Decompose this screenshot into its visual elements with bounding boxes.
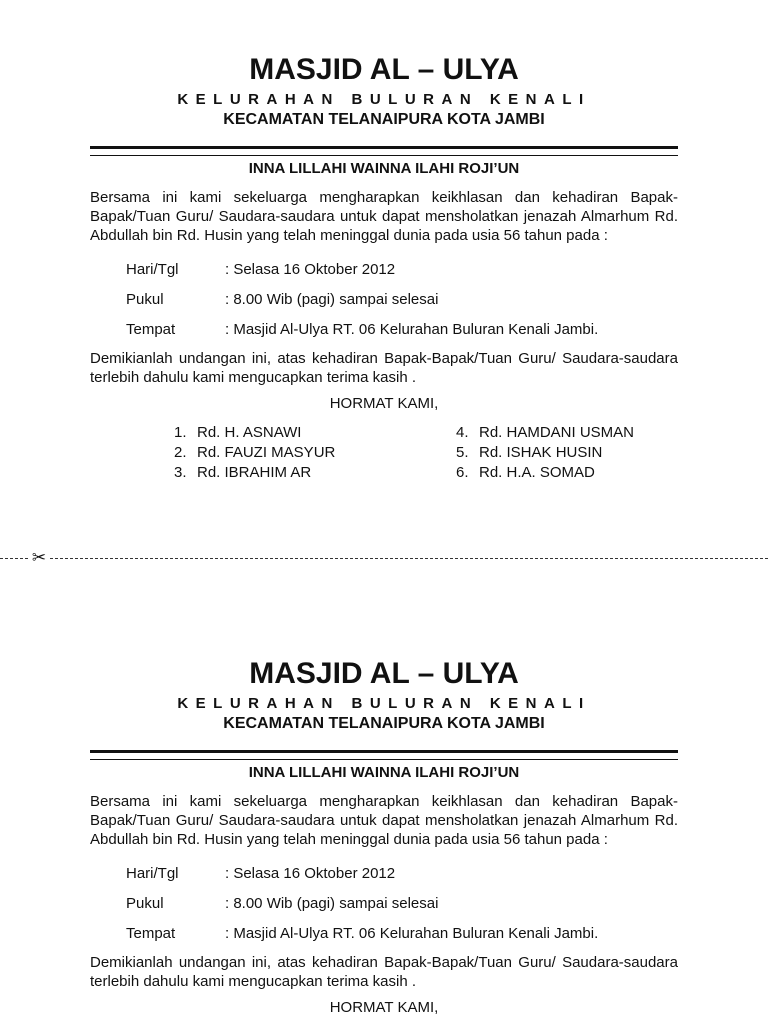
detail-label: Hari/Tgl xyxy=(126,261,179,278)
condolence-heading: INNA LILLAHI WAINNA ILAHI ROJI’UN xyxy=(248,160,520,177)
detail-label: Tempat xyxy=(126,321,176,338)
intro-paragraph: Bersama ini kami sekeluarga mengharapkan keikhlasan dan kehadiran Bapak-Bapak/Tuan Guru/ Saudara-saudara untuk dapat mensholatkan jenazah Almarhum Rd. Abdullah bin Rd. Husin yang telah meninggal dunia pada usia 56 tahun pada : xyxy=(90,189,678,244)
detail-row-date xyxy=(126,859,678,889)
greeting: HORMAT KAMI, xyxy=(329,395,439,412)
detail-value: : 8.00 Wib (pagi) sampai selesai xyxy=(225,895,439,912)
kelurahan-subtitle: KELURAHAN BULURAN KENALI xyxy=(177,91,591,108)
detail-label: Hari/Tgl xyxy=(126,865,179,882)
signer-number: 5. xyxy=(456,444,469,461)
detail-value: : Masjid Al-Ulya RT. 06 Kelurahan Buluran Kenali Jambi. xyxy=(225,925,599,942)
detail-label: Tempat xyxy=(126,925,176,942)
signer-number: 3. xyxy=(174,464,187,481)
cut-line xyxy=(0,558,768,559)
greeting: HORMAT KAMI, xyxy=(329,999,439,1016)
signers-list xyxy=(90,423,678,483)
signer-name: Rd. HAMDANI USMAN xyxy=(479,424,635,441)
scissors-icon: ✂ xyxy=(28,545,50,571)
header-divider xyxy=(90,146,678,156)
notice-bottom xyxy=(90,654,678,1018)
signer-item xyxy=(174,463,456,483)
signer-item xyxy=(456,463,656,483)
signers-left-column xyxy=(174,423,456,483)
signer-item xyxy=(456,443,656,463)
detail-value: : 8.00 Wib (pagi) sampai selesai xyxy=(225,291,439,308)
signer-number: 1. xyxy=(174,424,187,441)
signers-right-column xyxy=(456,423,656,483)
signer-name: Rd. FAUZI MASYUR xyxy=(197,444,336,461)
mosque-title: MASJID AL – ULYA xyxy=(249,657,519,690)
signer-item xyxy=(174,443,456,463)
signer-name: Rd. ISHAK HUSIN xyxy=(479,444,603,461)
kecamatan-subtitle: KECAMATAN TELANAIPURA KOTA JAMBI xyxy=(223,715,545,732)
condolence-heading: INNA LILLAHI WAINNA ILAHI ROJI’UN xyxy=(248,764,520,781)
notice-top xyxy=(90,50,678,483)
closing-paragraph: Demikianlah undangan ini, atas kehadiran Bapak-Bapak/Tuan Guru/ Saudara-saudara terlebih dahulu kami mengucapkan terima kasih . xyxy=(90,350,678,386)
signer-name: Rd. H.A. SOMAD xyxy=(479,464,595,481)
event-details xyxy=(90,255,678,345)
header-divider xyxy=(90,750,678,760)
detail-value: : Masjid Al-Ulya RT. 06 Kelurahan Buluran Kenali Jambi. xyxy=(225,321,599,338)
kelurahan-subtitle: KELURAHAN BULURAN KENALI xyxy=(177,695,591,712)
signer-name: Rd. IBRAHIM AR xyxy=(197,464,312,481)
detail-row-time xyxy=(126,889,678,919)
kecamatan-subtitle: KECAMATAN TELANAIPURA KOTA JAMBI xyxy=(223,111,545,128)
detail-row-place xyxy=(126,919,678,949)
detail-label: Pukul xyxy=(126,895,164,912)
mosque-title: MASJID AL – ULYA xyxy=(249,53,519,86)
detail-row-place xyxy=(126,315,678,345)
detail-row-date xyxy=(126,255,678,285)
intro-paragraph: Bersama ini kami sekeluarga mengharapkan keikhlasan dan kehadiran Bapak-Bapak/Tuan Guru/ Saudara-saudara untuk dapat mensholatkan jenazah Almarhum Rd. Abdullah bin Rd. Husin yang telah meninggal dunia pada usia 56 tahun pada : xyxy=(90,793,678,848)
signer-item xyxy=(456,423,656,443)
signer-number: 2. xyxy=(174,444,187,461)
detail-row-time xyxy=(126,285,678,315)
detail-value: : Selasa 16 Oktober 2012 xyxy=(225,865,396,882)
detail-value: : Selasa 16 Oktober 2012 xyxy=(225,261,396,278)
closing-paragraph: Demikianlah undangan ini, atas kehadiran Bapak-Bapak/Tuan Guru/ Saudara-saudara terlebih dahulu kami mengucapkan terima kasih . xyxy=(90,954,678,990)
event-details xyxy=(90,859,678,949)
signer-number: 6. xyxy=(456,464,469,481)
detail-label: Pukul xyxy=(126,291,164,308)
signer-name: Rd. H. ASNAWI xyxy=(197,424,302,441)
signer-item xyxy=(174,423,456,443)
signer-number: 4. xyxy=(456,424,469,441)
